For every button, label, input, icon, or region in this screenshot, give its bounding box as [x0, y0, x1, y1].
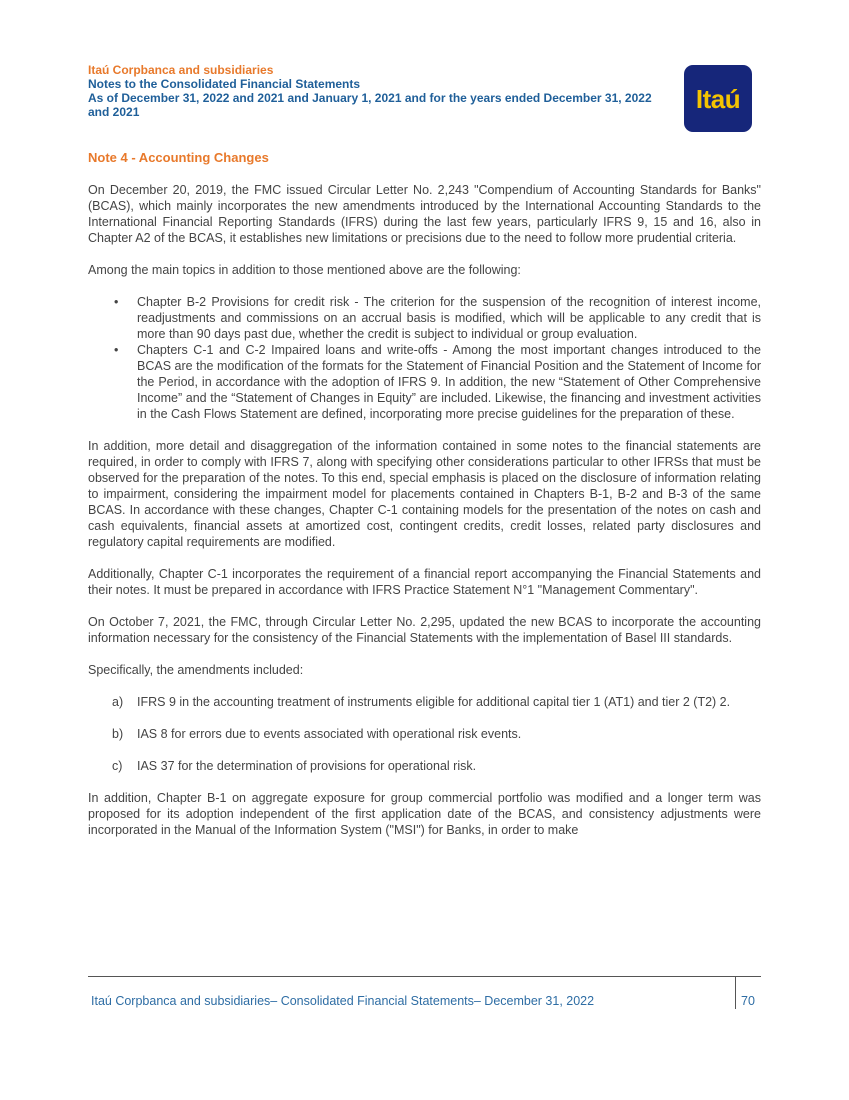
footer-divider: [88, 976, 761, 977]
list-item: [88, 726, 761, 742]
bullet-icon: •: [114, 343, 119, 357]
itau-logo: [684, 65, 752, 132]
bullet-icon: •: [114, 295, 119, 309]
list-item-text: Chapters C-1 and C-2 Impaired loans and write-offs - Among the most important changes introduced to the BCAS are the modification of the formats for the Statement of Financial Position and the Statement of Income for the Period, in accordance with the adoption of IFRS 9. In addition, the new “Statement of Other Comprehensive Income” and the “Statement of Changes in Equity” are included. Likewise, the financing and investment activities in the Cash Flows Statement are defined, incorporating more precise guidelines for the preparation of these.: [137, 343, 761, 421]
footer-text: Itaú Corpbanca and subsidiaries– Consolidated Financial Statements– December 31, 2022: [91, 994, 595, 1008]
list-item-text: IFRS 9 in the accounting treatment of instruments eligible for additional capital tier 1 (AT1) and tier 2 (T2) 2.: [137, 695, 731, 709]
header-title: Notes to the Consolidated Financial Statements: [88, 77, 361, 91]
paragraph-management-commentary: Additionally, Chapter C-1 incorporates the requirement of a financial report accompanying the Financial Statements and their notes. It must be prepared in accordance with IFRS Practice Statement N°1 "Management Commentary".: [88, 567, 761, 597]
paragraph-exposure: In addition, Chapter B-1 on aggregate exposure for group commercial portfolio was modified and a longer term was proposed for its adoption independent of the first application date of the BCAS, and consistency adjustments were incorporated in the Manual of the Information System ("MSI") for Banks, in order to make: [88, 791, 761, 837]
header-company: Itaú Corpbanca and subsidiaries: [88, 63, 274, 77]
list-item: [88, 758, 761, 774]
page-body: [88, 150, 761, 854]
list-marker: a): [112, 695, 124, 709]
list-item-text: Chapter B-2 Provisions for credit risk - The criterion for the suspension of the recognition of interest income, readjustments and commissions on an accrual basis is modified, which will be applicable to any credit that is more than 90 days past due, whether the credit is subject to individual or group evaluation.: [137, 295, 761, 341]
paragraph-intro: On December 20, 2019, the FMC issued Circular Letter No. 2,243 "Compendium of Accounting Standards for Banks" (BCAS), which mainly incorporates the new amendments introduced by the International Accounting Standards to the International Financial Reporting Standards (IFRS) during the last few years, particularly IFRS 9, 15 and 16, also in Chapter A2 of the BCAS, it establishes new limitations or precisions due to the need to follow more prudential criteria.: [88, 183, 761, 245]
list-marker: c): [112, 759, 123, 773]
footer-page-divider: [735, 976, 736, 1009]
paragraph-basel: On October 7, 2021, the FMC, through Circular Letter No. 2,295, updated the new BCAS to incorporate the accounting information necessary for the consistency of the Financial Statements with the implementation of Basel III standards.: [88, 615, 761, 645]
list-item: [88, 342, 761, 422]
list-item-text: IAS 8 for errors due to events associated with operational risk events.: [137, 727, 522, 741]
header-period: As of December 31, 2022 and 2021 and January 1, 2021 and for the years ended December 31, 2022: [88, 91, 652, 105]
logo-text: Itaú: [695, 84, 741, 114]
list-item: [88, 294, 761, 342]
list-marker: b): [112, 727, 124, 741]
amendments-list: [88, 694, 761, 774]
note-title: Note 4 - Accounting Changes: [88, 150, 269, 165]
paragraph-amendments-intro: Specifically, the amendments included:: [88, 663, 304, 677]
page-header: [88, 63, 688, 119]
list-item-text: IAS 37 for the determination of provisions for operational risk.: [137, 759, 477, 773]
page-number: 70: [741, 994, 755, 1008]
paragraph-disclosure: In addition, more detail and disaggregation of the information contained in some notes to the financial statements are required, in order to comply with IFRS 7, along with specifying other considerations particular to other IFRSs that must be observed for the preparation of the notes. To this end, special emphasis is placed on the disclosure of information relating to impairment, considering the impairment model for placements contained in Chapters B-1, B-2 and B-3 of the same BCAS. In accordance with these changes, Chapter C-1 containing models for the presentation of the notes on cash and cash equivalents, financial assets at amortized cost, contingent credits, credit losses, related party disclosures and regulatory capital requirements are modified.: [88, 439, 761, 549]
topics-list: [88, 294, 761, 422]
list-item: [88, 694, 761, 710]
header-period-continued: and 2021: [88, 105, 140, 119]
paragraph-main-topics: Among the main topics in addition to those mentioned above are the following:: [88, 263, 521, 277]
